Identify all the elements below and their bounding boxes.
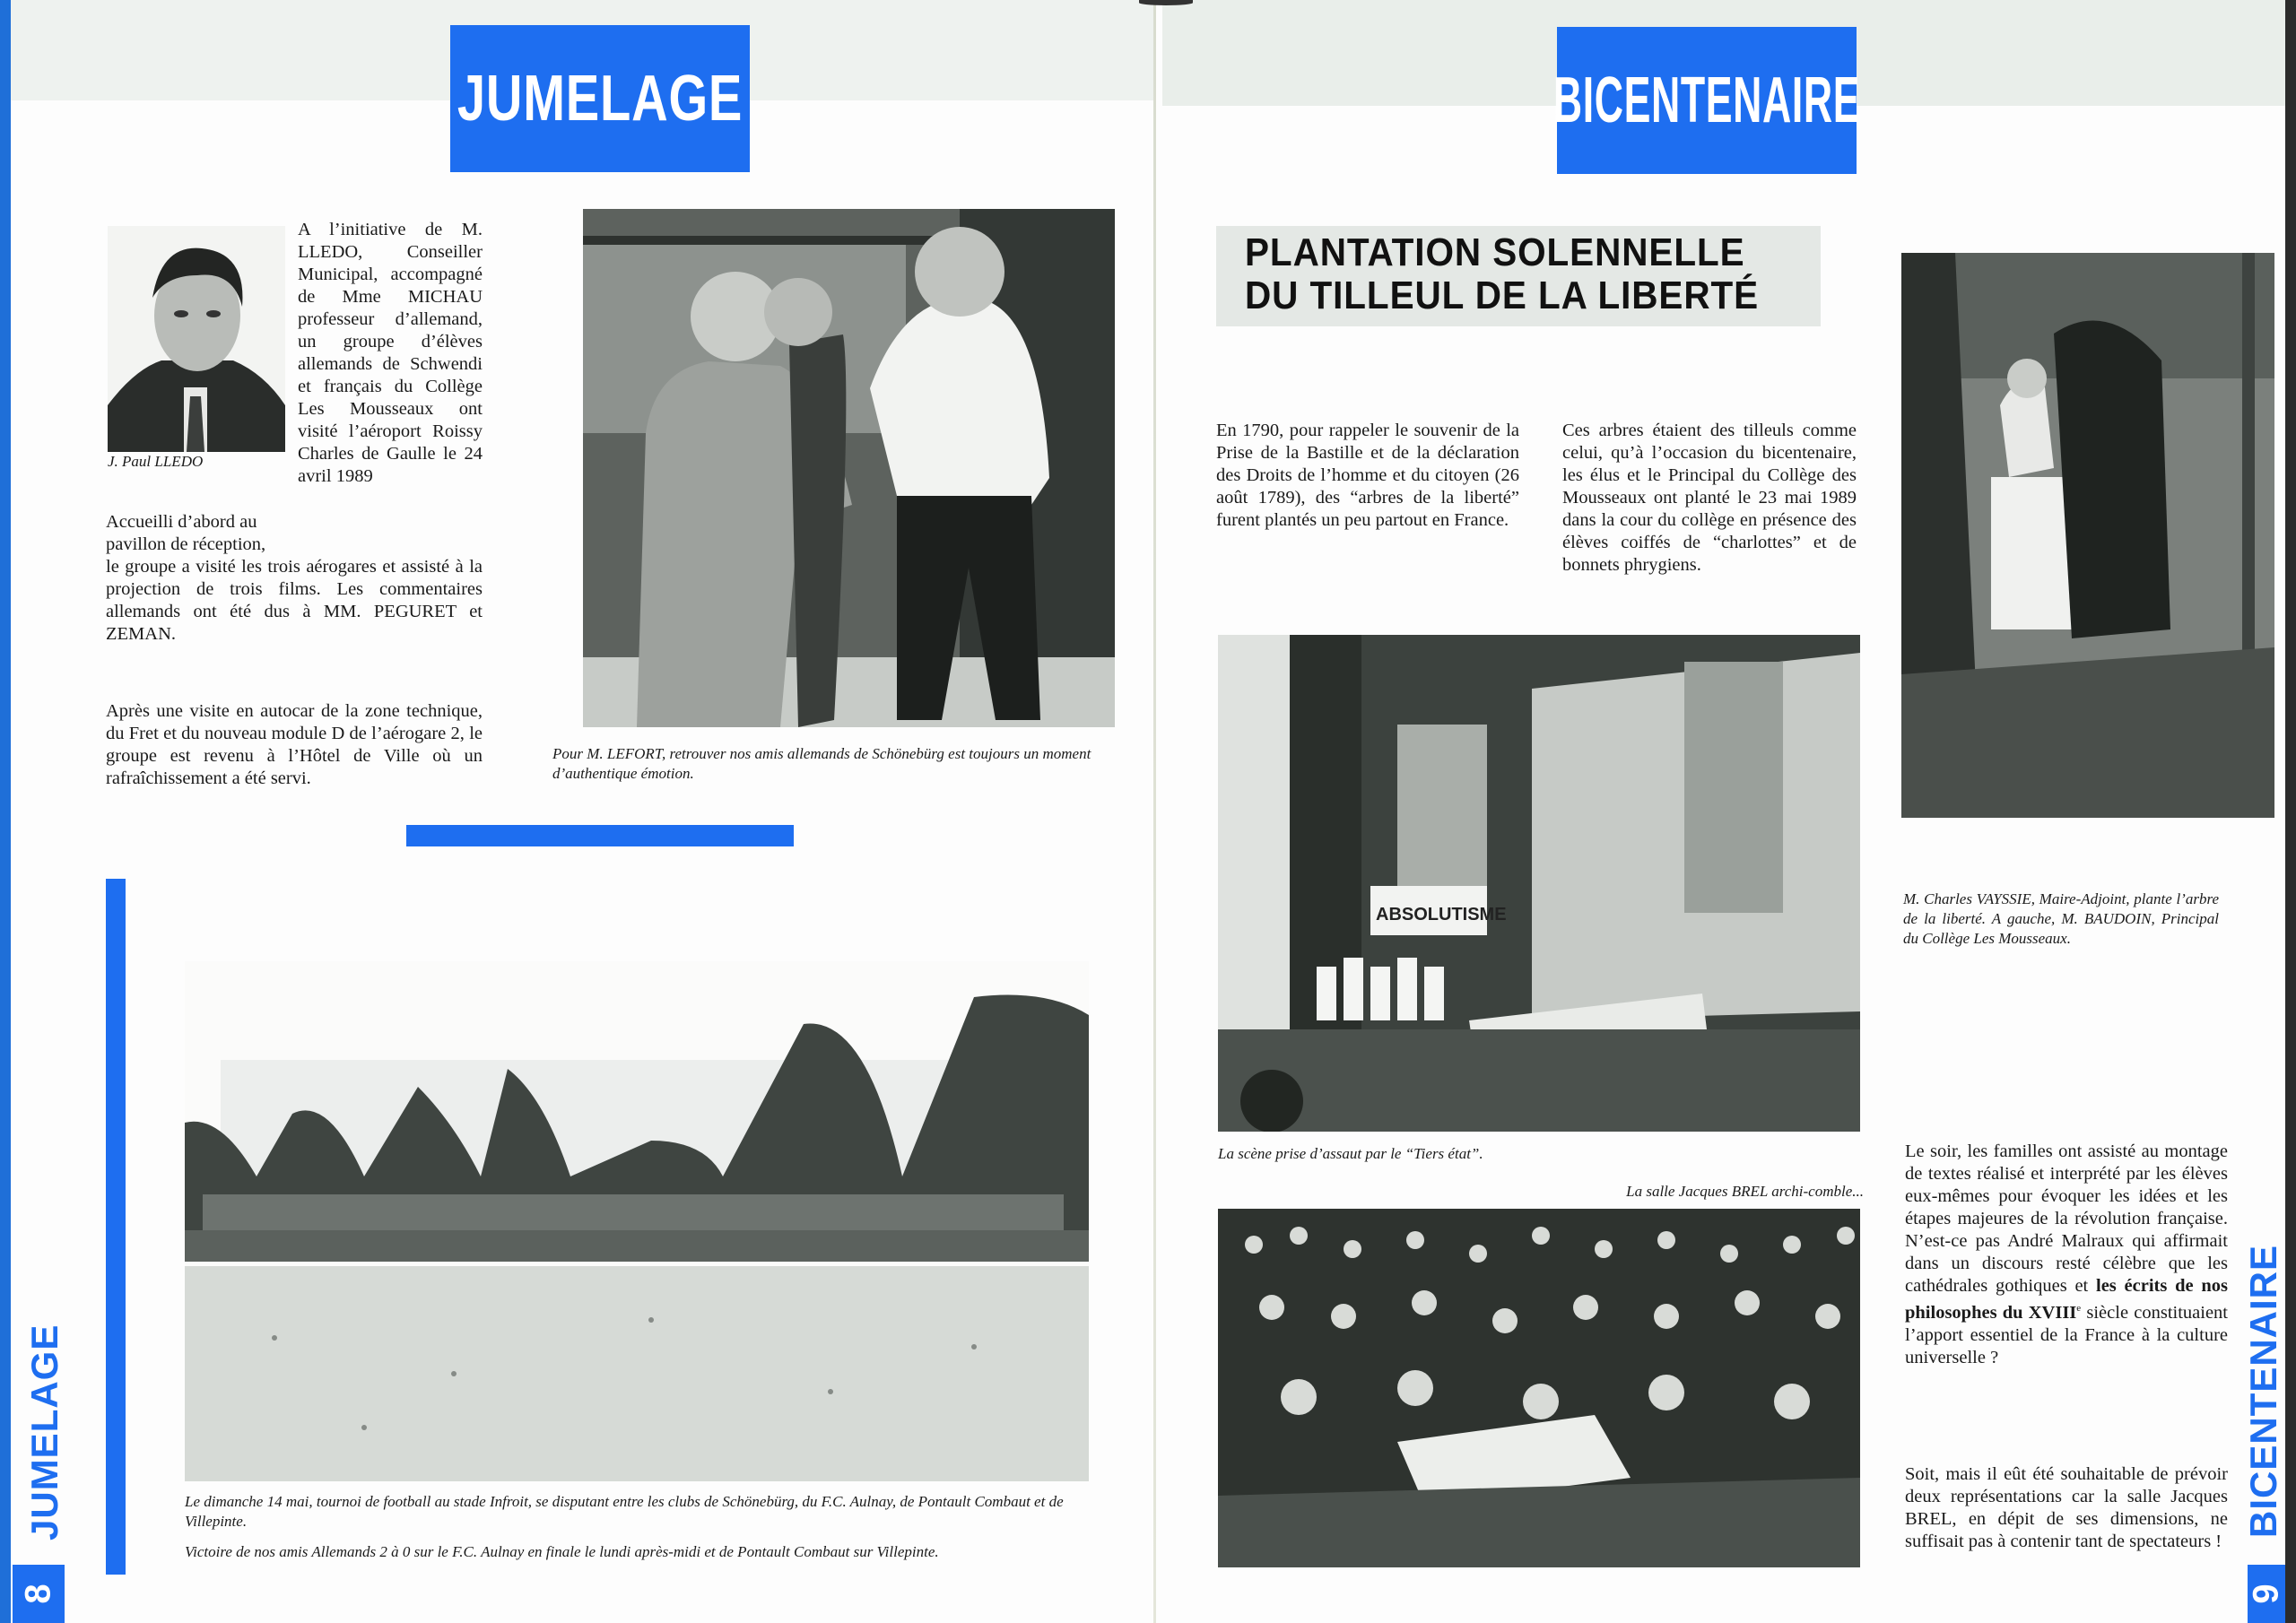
closing-paragraph: Soit, mais il eût été souhaitable de prévoir deux représentations car la salle Jacques BREL, en dépit de ses dimensions, ne suffisait pas à contenir tant de spectateurs ! (1905, 1464, 2228, 1551)
handshake-photo (583, 209, 1115, 727)
section-banner-bicentenaire (1552, 27, 1861, 174)
side-label-bicentenaire: BICENTENAIRE (2242, 1244, 2284, 1538)
side-label-jumelage: JUMELAGE (23, 1324, 65, 1541)
right-page-edge (2285, 0, 2296, 1623)
portrait-photo-lledo (108, 226, 285, 452)
stage-performance-photo (1218, 635, 1860, 1132)
stage-banner-text: ABSOLUTISME (1376, 905, 1507, 924)
football-team-photo (185, 961, 1089, 1481)
page-number-right (2248, 1565, 2285, 1623)
evening-text-bold: les écrits de nos philosophes du XVIII (1905, 1276, 2228, 1323)
page-number-right-value: 9 (2246, 1584, 2286, 1604)
football-caption-1: Le dimanche 14 mai, tournoi de football au stade Infroit, se disputant entre les clubs de Schönebürg, du F.C. Aulnay, de Pontault Combaut et de Villepinte. (185, 1493, 1064, 1530)
arrival-paragraph (106, 511, 483, 646)
section-banner-title: JUMELAGE (457, 63, 744, 135)
page-number-left (13, 1565, 65, 1623)
bus-visit-paragraph: Après une visite en autocar de la zone technique, du Fret et du nouveau module D de l’aérogare 2, le groupe est revenu à l’Hôtel de Ville où un rafraîchissement a été servi. (106, 701, 483, 788)
tree-planting-caption: M. Charles VAYSSIE, Maire-Adjoint, plante l’arbre de la liberté. A gauche, M. BAUDOIN, Principal du Collège Les Mousseaux. (1903, 890, 2219, 947)
century-superscript: e (2076, 1303, 2082, 1314)
evening-paragraph (1905, 1141, 2228, 1369)
arrival-paragraph-rest: le groupe a visité les trois aérogares et assisté à la projection de trois films. Les commentaires allemands ont été dus à MM. PEGURET et ZEMAN. (106, 557, 483, 644)
evening-text-end: siècle constituaient l’apport essentiel de la France à la culture universelle ? (1905, 1302, 2228, 1367)
arrival-line-1: Accueilli d’abord au (106, 512, 257, 532)
evening-text-intro: Le soir, les familles ont assisté au montage de textes réalisé et interprété par les élèves eux-mêmes pour évoquer les idées et les étapes majeures de la révolution française. N’est-ce pas André Malraux qui affirmait dans un discours resté célèbre que les cathédrales gothiques et (1905, 1141, 2228, 1296)
audience-caption: La salle Jacques BREL archi-comble... (1626, 1183, 1864, 1200)
stage-caption: La scène prise d’assaut par le “Tiers état”. (1218, 1145, 1483, 1162)
tree-planting-photo (1901, 253, 2274, 818)
spine-shadow (1139, 0, 1193, 5)
football-caption-2: Victoire de nos amis Allemands 2 à 0 sur le F.C. Aulnay en finale le lundi après-midi et de Pontault Combaut sur Villepinte. (185, 1543, 939, 1560)
left-page-edge (0, 0, 11, 1623)
blue-divider-vertical (106, 879, 126, 1575)
article-column-1: En 1790, pour rappeler le souvenir de la Prise de la Bastille et de la déclaration des Droits de l’homme et du citoyen (26 août 1789), des “arbres de la liberté” furent plantés un peu partout en France. (1216, 421, 1519, 530)
headline-line-2: DU TILLEUL DE LA LIBERTÉ (1245, 273, 1760, 317)
arrival-line-2: pavillon de réception, (106, 534, 266, 554)
blue-divider-horizontal (406, 825, 794, 846)
headline-line-1: PLANTATION SOLENNELLE (1245, 230, 1745, 274)
article-column-2: Ces arbres étaient des tilleuls comme celui, qu’à l’occasion du bicentenaire, les élus et le Principal du Collège des Mousseaux ont planté le 23 mai 1989 dans la cour du collège en présence des élèves coiffés de “charlottes” et de bonnets phrygiens. (1562, 421, 1857, 575)
handshake-caption: Pour M. LEFORT, retrouver nos amis allemands de Schönebürg est toujours un moment d’authentique émotion. (552, 745, 1091, 782)
audience-hall-photo (1218, 1209, 1860, 1567)
binding-spine (1153, 0, 1156, 1623)
section-banner-title: BICENTENAIRE (1552, 65, 1861, 136)
portrait-caption: J. Paul LLEDO (108, 453, 204, 470)
section-banner-jumelage (450, 25, 750, 172)
page-number-left-value: 8 (18, 1584, 58, 1604)
intro-paragraph: A l’initiative de M. LLEDO, Conseiller Municipal, accompagné de Mme MICHAU professeur d’allemand, un groupe d’élèves allemands de Schwendi et français du Collège Les Mousseaux ont visité l’aéroport Roissy Charles de Gaulle le 24 avril 1989 (298, 220, 483, 486)
article-headline (1245, 231, 1828, 317)
